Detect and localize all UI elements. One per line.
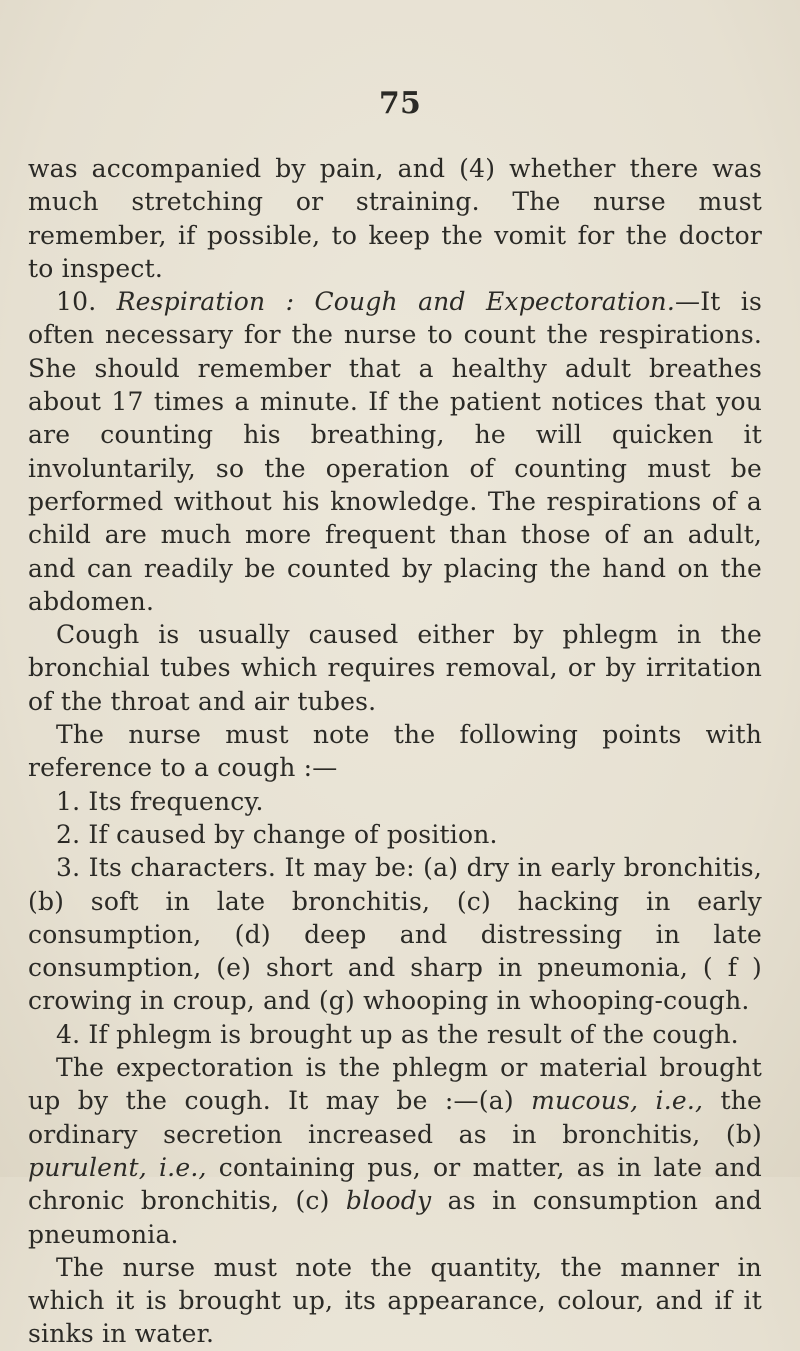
term-bloody: bloody	[345, 1186, 432, 1216]
section-text: —It is often necessary for the nurse to count the respirations. She should remember that a healthy adult breathes about 17 times a minute. If the patient notices that you are counting his breathing, he will quicken it involuntarily, so the operation of counting must be performed without his knowledge. The respirations of a child are much more frequent than those of an adult, and can readily be counted by placing the hand on the abdomen.	[28, 287, 762, 616]
section-number: 10.	[56, 287, 97, 317]
paragraph-cough-points-intro: The nurse must note the following points with reference to a cough :—	[28, 720, 762, 783]
list-item-characters: 3. Its characters. It may be: (a) dry in early bronchitis, (b) soft in late bronchitis, (c) hacking in early consumption, (d) deep and distressing in late consumption, (e) short and sharp in pneumonia, ( f ) crowing in croup, and (g) whooping in whooping-cough.	[28, 853, 762, 1016]
paragraph-vomit-continuation: was accompanied by pain, and (4) whether there was much stretching or straining. The nurse must remember, if possible, to keep the vomit for the doctor to inspect.	[28, 154, 762, 283]
page-number: 75	[378, 86, 422, 121]
body-text	[28, 152, 762, 1351]
paragraph-cough-cause: Cough is usually caused either by phlegm in the bronchial tubes which requires removal, or by irritation of the throat and air tubes.	[28, 620, 762, 716]
paragraph-nurse-note: The nurse must note the quantity, the manner in which it is brought up, its appearance, colour, and if it sinks in water.	[28, 1252, 762, 1349]
paragraph-expectoration	[28, 1051, 762, 1251]
list-item-phlegm: 4. If phlegm is brought up as the result of the cough.	[56, 1019, 739, 1049]
expectoration-text-b: the ordinary secretion increased as in bronchitis, (b)	[28, 1086, 762, 1149]
expectoration-text-d: as in consumption and pneumonia.	[28, 1186, 762, 1249]
term-purulent: purulent, i.e.,	[28, 1152, 207, 1182]
term-mucous: mucous, i.e.,	[531, 1086, 704, 1116]
expectoration-text-c: containing pus, or matter, as in late and chronic bronchitis, (c)	[28, 1152, 763, 1216]
list-item-position: 2. If caused by change of position.	[56, 819, 498, 849]
list-item-frequency: 1. Its frequency.	[56, 786, 264, 816]
section-heading: Respiration : Cough and Expectoration.	[116, 287, 675, 317]
expectoration-text-a: The expectoration is the phlegm or material brought up by the cough. It may be :—(a)	[28, 1053, 762, 1116]
paragraph-respiration	[28, 285, 762, 618]
